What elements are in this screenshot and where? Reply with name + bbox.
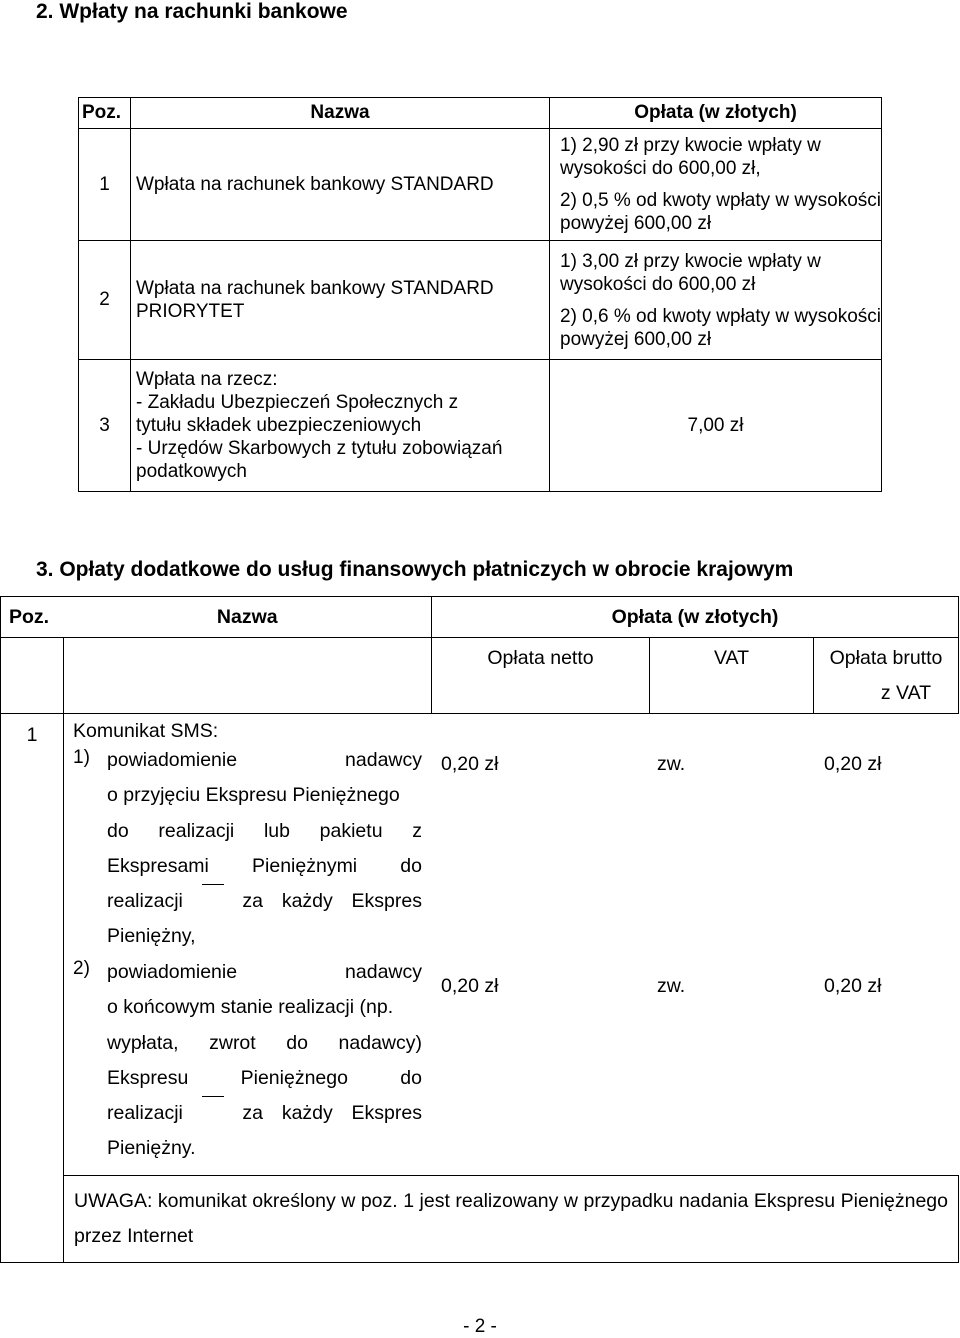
word: do [400,1066,422,1089]
text-line [107,1026,422,1061]
name-line: - Zakładu Ubezpieczeń Społecznych z [136,392,459,413]
header-fee: Opłata (w złotych) [550,98,882,129]
bank-deposits-table [78,97,882,492]
word: Pieniężny. [107,1137,196,1160]
row-fee [550,241,882,360]
row-fee: 7,00 zł [550,360,882,492]
row-title: Komunikat SMS: [73,720,219,742]
word: do [107,819,129,842]
table-row [79,360,882,492]
word: Ekspres [351,1102,422,1125]
header-fee: Opłata (w złotych) [432,597,959,638]
dash-mark [202,1096,224,1131]
name-line: tytułu składek ubezpieczeniowych [136,415,422,436]
row-number: 3 [79,360,131,492]
word: za [242,890,264,913]
word: pakietu [319,819,383,842]
text-line [107,955,422,990]
word: realizacji [158,819,235,842]
table-header-row [79,98,882,129]
row-number: 1 [1,714,64,1176]
word: realizacji [107,890,183,913]
word: Pieniężny, [107,925,196,948]
fee-line-1: 1) 3,00 zł przy kwocie wpłaty w wysokości do 600,00 zł [560,250,821,295]
word: za [242,1102,264,1125]
item-number: 2) [73,958,90,979]
item-2-text [107,955,422,1167]
row-number: 1 [79,129,131,241]
subheader-gross-line-2: z VAT [880,682,932,704]
row-name [131,360,550,492]
table-header-row [1,597,959,638]
text-line [107,743,422,778]
table-row [79,129,882,241]
header-pos: Poz. [1,597,64,638]
word: do [400,854,422,877]
text-line [107,1096,422,1131]
empty-cell [64,638,432,714]
word: Ekspres [351,890,422,913]
header-name: Nazwa [64,597,432,638]
text-line [107,990,422,1025]
text-line [107,814,422,849]
row-fee [550,129,882,241]
name-line: Wpłata na rzecz: [136,369,278,390]
subheader-gross-line-1: Opłata brutto [829,647,943,669]
text-line [107,884,422,919]
word: do [286,1031,308,1054]
word: Pieniężnego [240,1066,348,1089]
fee-line-1: 1) 2,90 zł przy kwocie wpłaty w wysokości do 600,00 zł, [560,135,821,179]
note-row [1,1176,959,1263]
word: nadawcy [345,749,422,771]
word: nadawcy) [338,1031,422,1054]
word: lub [263,819,290,842]
word: o końcowym stanie realizacji (np. [107,996,394,1019]
name-line: - Urzędów Skarbowych z tytułu zobowiązań [136,438,503,459]
item-1-gross: 0,20 zł [824,753,882,775]
header-pos: Poz. [79,98,131,129]
text-line [107,1131,422,1166]
text-line [107,919,422,954]
word: każdy [281,890,333,913]
row-name: Wpłata na rachunek bankowy STANDARD PRIORYTET [131,241,550,360]
word: Ekspresami [107,854,209,877]
word: z [412,819,422,842]
fee-line-2: 2) 0,6 % od kwoty wpłaty w wysokości powyżej 600,00 zł [560,305,882,350]
word: zwrot [209,1031,256,1054]
word: o przyjęciu Ekspresu Pieniężnego [107,784,400,807]
section-2-title: 2. Wpłaty na rachunki bankowe [36,0,348,23]
row-number: 2 [79,241,131,360]
row-name: Wpłata na rachunek bankowy STANDARD [131,129,550,241]
subheader-row [1,638,959,714]
item-number: 1) [73,747,90,768]
empty-cell [1,638,64,714]
word: Ekspresu [107,1066,189,1089]
word: nadawcy [345,961,422,983]
page-number: - 2 - [463,1316,497,1337]
note-cell: UWAGA: komunikat określony w poz. 1 jest realizowany w przypadku nadania Ekspresu Pieniężnego przez Internet [64,1176,959,1263]
item-2-gross: 0,20 zł [824,975,882,997]
subheader-vat: VAT [650,638,814,714]
section-3-title: 3. Opłaty dodatkowe do usług finansowych płatniczych w obrocie krajowym [36,558,794,581]
empty-cell [1,1176,64,1263]
word: powiadomienie [107,961,238,983]
dash-mark [202,884,224,919]
text-line [107,849,422,884]
fee-line-2: 2) 0,5 % od kwoty wpłaty w wysokości powyżej 600,00 zł [560,190,882,234]
word: wypłata, [107,1031,179,1054]
item-2-vat: zw. [657,975,686,997]
header-name: Nazwa [131,98,550,129]
word: powiadomienie [107,749,238,771]
name-line: podatkowych [136,461,247,482]
word: każdy [281,1102,333,1125]
table-row [79,241,882,360]
item-1-net: 0,20 zł [441,753,499,775]
text-line [107,778,422,813]
word: Pieniężnymi [252,854,358,877]
text-line [107,1061,422,1096]
item-1-vat: zw. [657,753,686,775]
item-2-net: 0,20 zł [441,975,499,997]
word: realizacji [107,1102,183,1125]
item-1-text [107,743,422,955]
subheader-net: Opłata netto [432,638,650,714]
subheader-gross [814,638,959,714]
